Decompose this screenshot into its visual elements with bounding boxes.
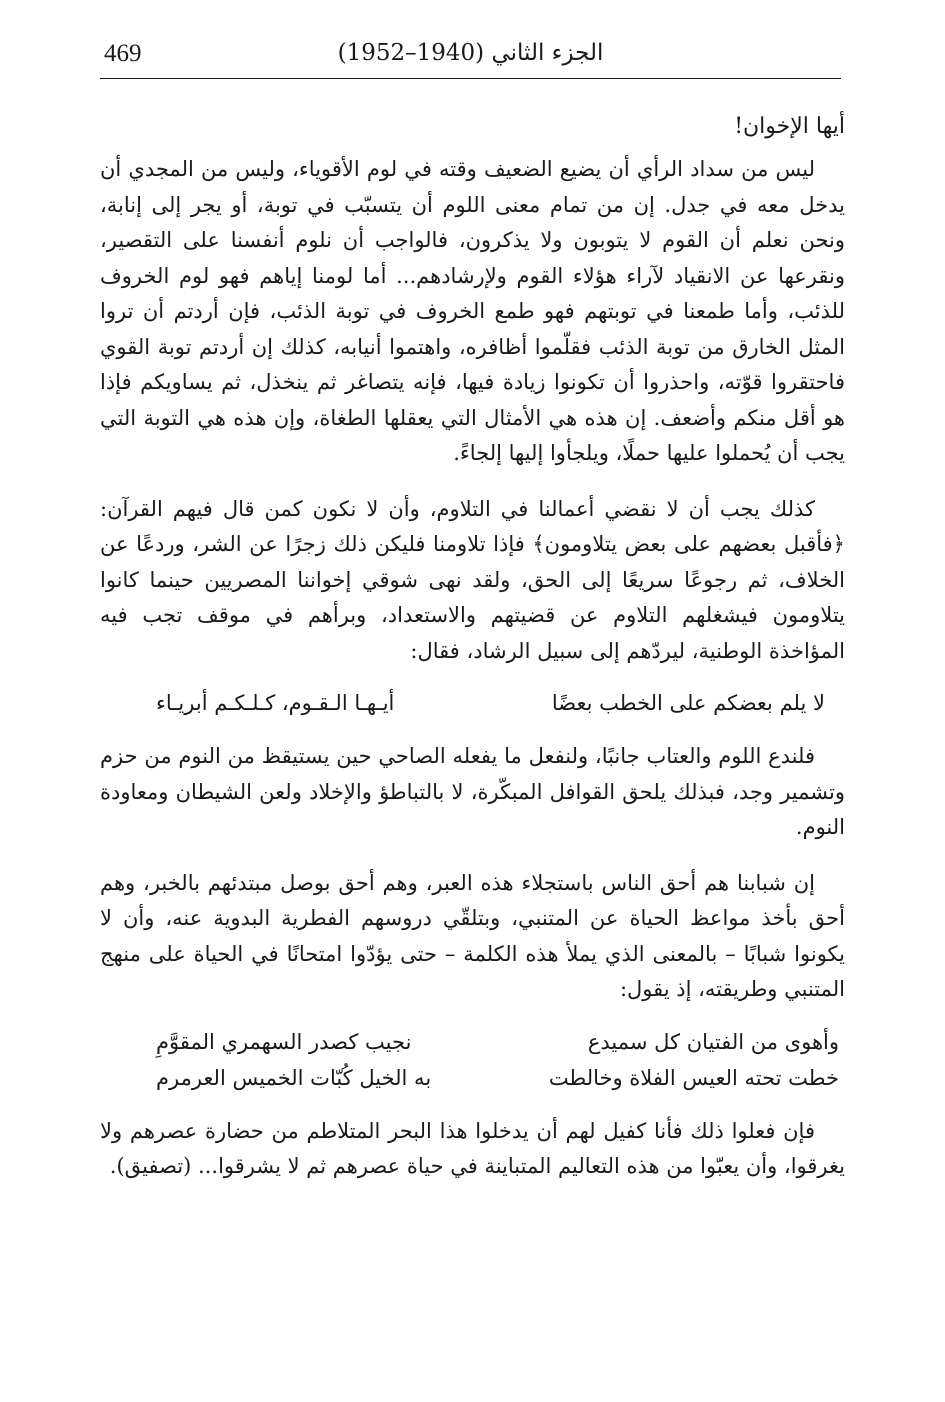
verse-line (100, 1060, 845, 1096)
verse-line (100, 1024, 845, 1060)
running-head: الجزء الثاني (1940–1952) (337, 40, 604, 66)
body-text (100, 110, 845, 1185)
paragraph-4: إن شبابنا هم أحق الناس باستجلاء هذه العبر، وهم أحق بوصل مبتدئهم بالخبر، وهم أحق بأخذ مواعظ الحياة عن المتنبي، وبتلقّي دروسهم الفطرية البدوية عنه، وأن لا يكونوا شبابًا – بالمعنى الذي يملأ هذه الكلمة – حتى يؤدّوا امتحانًا في الحياة على منهج المتنبي وطريقته، إذ يقول: (100, 870, 845, 1001)
page-header (100, 36, 841, 79)
verse-mutanabbi (100, 1024, 845, 1096)
verse-line (100, 685, 845, 721)
verse-first-hemistich: خطت تحته العيس الفلاة وخالطت (548, 1065, 839, 1090)
paragraph-2: كذلك يجب أن لا نقضي أعمالنا في التلاوم، وأن لا نكون كمن قال فيهم القرآن: ﴿فأقبل بعضهم على بعض يتلاومون﴾ فإذا تلاومنا فليكن ذلك زجرًا عن الشر، وردعًا عن الخلاف، ثم رجوعًا سريعًا إلى الحق، ولقد نهى شوقي إخواننا المصريين حينما كانوا يتلاومون فيشغلهم التلاوم عن قضيتهم والاستعداد، وبرأهم في موقف تجب فيه المؤاخذة الوطنية، ليردّهم إلى سبيل الرشاد، فقال: (100, 496, 845, 663)
verse-second-hemistich: به الخيل كُبّات الخميس العرمرم (156, 1065, 432, 1090)
verse-second-hemistich: نجيب كصدر السهمري المقوَّمِ (156, 1029, 412, 1054)
verse-first-hemistich: لا يلم بعضكم على الخطب بعضًا (551, 691, 825, 715)
verse-second-hemistich: أيـهـا الـقـوم، كـلـكـم أبريـاء (156, 691, 395, 715)
paragraph-3: فلندع اللوم والعتاب جانبًا، ولنفعل ما يفعله الصاحي حين يستيقظ من النوم من حزم وتشمير وجد، فبذلك يلحق القوافل المبكّرة، لا بالتباطؤ والإخلاد ولعن الشيطان ومعاودة النوم. (100, 744, 845, 839)
verse-first-hemistich: وأهوى من الفتيان كل سميدع (587, 1029, 839, 1054)
salutation: أيها الإخوان! (734, 114, 845, 139)
paragraph-1: ليس من سداد الرأي أن يضيع الضعيف وقته في لوم الأقوياء، وليس من المجدي أن يدخل معه في جدل. إن من تمام معنى اللوم أن يتسبّب في توبة، أو يجر إلى إنابة، ونحن نعلم أن القوم لا يتوبون ولا يذكرون، فالواجب أن نلوم أنفسنا على التقصير، ونقرعها عن الانقياد لآراء هؤلاء القوم ولإرشادهم... أما لومنا إياهم فهو لوم الخروف للذئب، وأما طمعنا في توبتهم فهو طمع الخروف في توبة الذئب، فإن أردتم أن تروا المثل الخارق من توبة الذئب فقلّموا أظافره، واهتموا أنيابه، كذلك إن أردتم توبة القوي فاحتقروا قوّته، واحذروا أن تكونوا زيادة فيها، فإنه يتصاغر ثم ينخذل، ثم يساويكم فإذا هو أقل منكم وأضعف. إن هذه هي الأمثال التي يعقلها الطغاة، وإن هذه هي التوبة التي يجب أن يُحملوا عليها حملًا، ويلجأوا إليها إلجاءً. (100, 157, 845, 465)
verse-shawqi (100, 685, 845, 721)
paragraph-5: فإن فعلوا ذلك فأنا كفيل لهم أن يدخلوا هذا البحر المتلاطم من حضارة عصرهم ولا يغرقوا، وأن يعبّوا من هذه التعاليم المتباينة في حياة عصرهم ثم لا يشرقوا... (تصفيق). (100, 1118, 845, 1178)
page-number: 469 (104, 40, 142, 67)
